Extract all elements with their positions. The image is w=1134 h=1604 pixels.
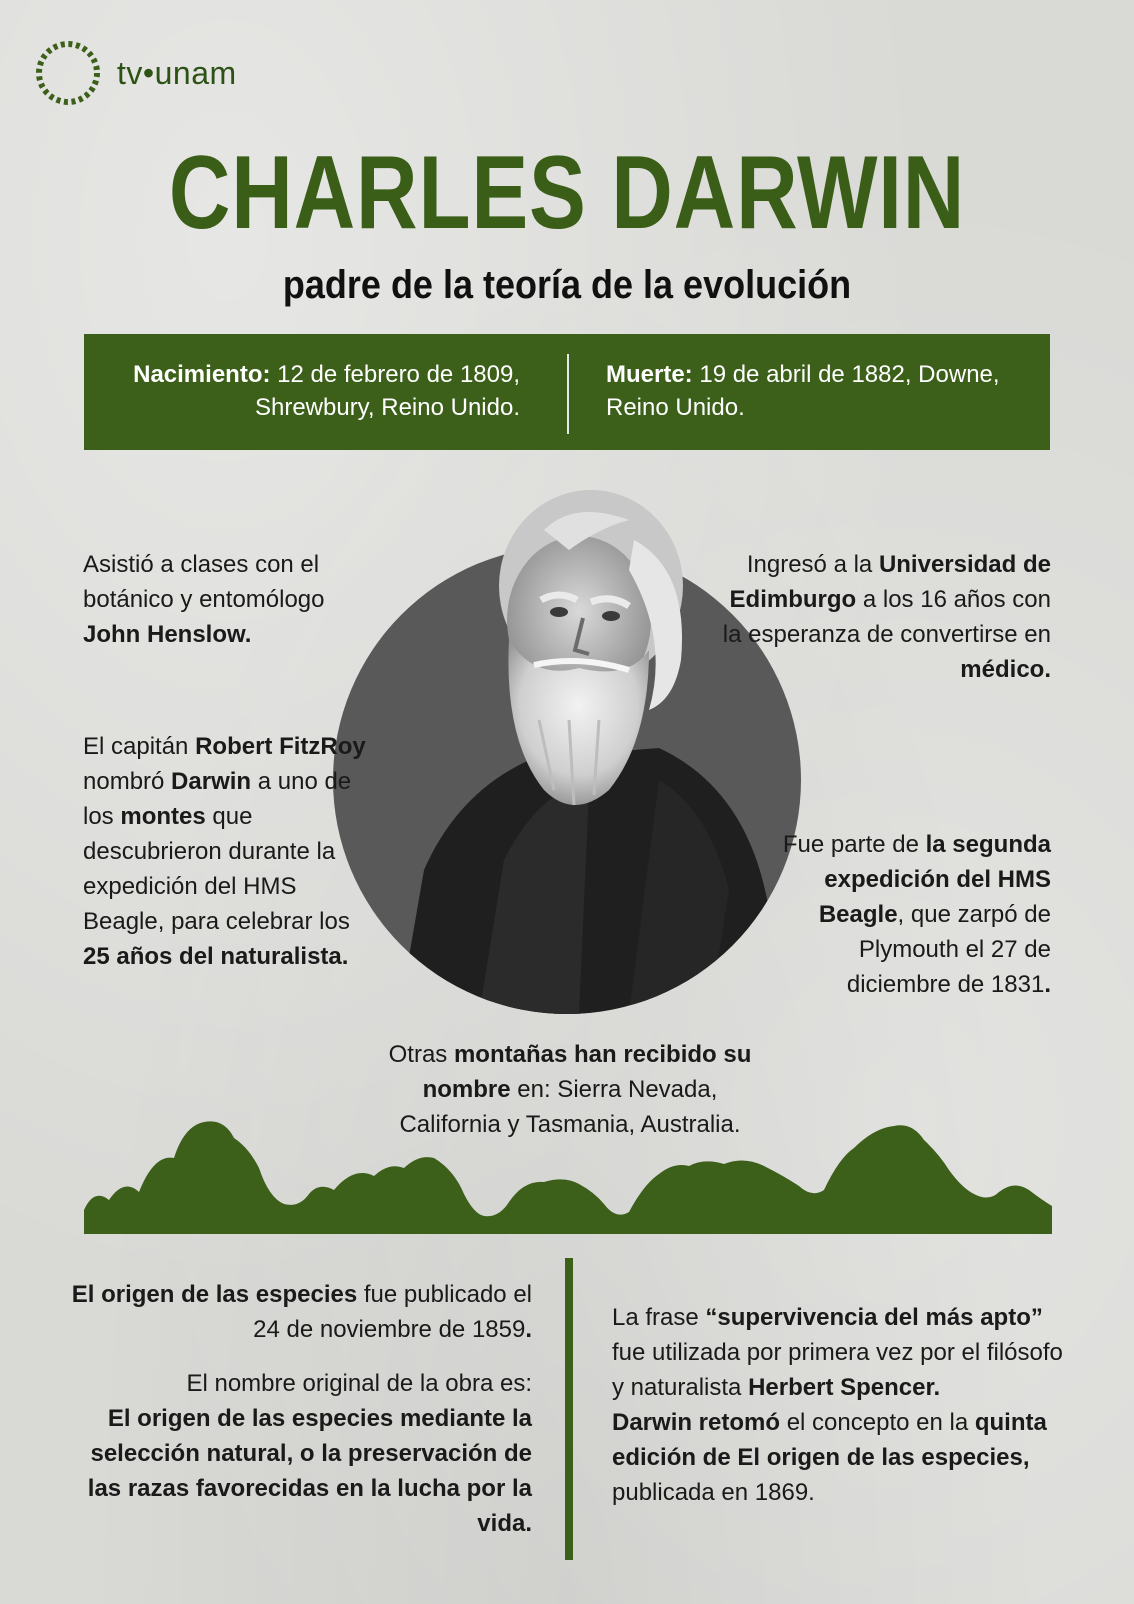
fact-text: Asistió a clases con el botánico y entomólogo bbox=[83, 551, 325, 613]
fact-text: Otras bbox=[388, 1041, 454, 1068]
page-title: CHARLES DARWIN bbox=[168, 135, 966, 251]
fact-highlight: médico. bbox=[960, 656, 1051, 683]
fact-highlight: montes bbox=[120, 803, 206, 830]
fact-highlight: la segunda expedición del HMS Beagle bbox=[818, 831, 1051, 928]
fact-highlight: 25 años del naturalista. bbox=[83, 943, 349, 970]
fact-text: fue publicado el 24 de noviembre de 1859 bbox=[253, 1281, 532, 1343]
fact-highlight: “supervivencia del más apto” bbox=[705, 1304, 1043, 1331]
fact-highlight: . bbox=[525, 1316, 532, 1343]
fact-text: Fue parte de bbox=[782, 831, 926, 858]
fact-highlight: Universidad de Edimburgo bbox=[729, 551, 1051, 613]
birth-info bbox=[100, 358, 520, 424]
fact-highlight: Herbert Spencer. bbox=[748, 1374, 941, 1401]
fact-text: que descubrieron durante la expedición del HMS Beagle, para celebrar los bbox=[83, 803, 350, 935]
fact-beagle bbox=[760, 827, 1051, 1002]
fact-text: El nombre original de la obra es: bbox=[186, 1370, 532, 1397]
fact-text: publicada en 1869. bbox=[612, 1479, 815, 1506]
page-subtitle: padre de la teoría de la evolución bbox=[282, 263, 852, 307]
fact-origin-published bbox=[60, 1277, 532, 1347]
logo-text: tv•unam bbox=[117, 54, 237, 91]
fact-text: a los 16 años con la esperanza de convertirse en bbox=[722, 586, 1051, 648]
fact-highlight: John Henslow. bbox=[83, 621, 252, 648]
birth-place: Shrewbury, Reino Unido. bbox=[254, 394, 520, 421]
fact-highlight: El origen de las especies mediante la selección natural, o la preservación de las razas favorecidas en la lucha por la vida. bbox=[87, 1405, 532, 1537]
fact-highlight: Darwin retomó bbox=[612, 1409, 781, 1436]
fact-text: Ingresó a la bbox=[746, 551, 879, 578]
tvunam-ring-icon bbox=[33, 38, 103, 108]
fact-fitzroy bbox=[83, 729, 383, 974]
fact-original-title bbox=[60, 1366, 532, 1541]
death-place: Reino Unido. bbox=[606, 394, 745, 421]
fact-highlight: Darwin bbox=[171, 768, 252, 795]
fact-highlight: quinta edición de El origen de las especies, bbox=[612, 1409, 1047, 1471]
fact-highlight: . bbox=[1044, 971, 1051, 998]
fact-text: nombró bbox=[83, 768, 172, 795]
fact-text: el concepto en la bbox=[780, 1409, 975, 1436]
death-info bbox=[606, 358, 1026, 424]
fact-text: La frase bbox=[612, 1304, 706, 1331]
fact-text: a uno de los bbox=[83, 768, 352, 830]
fact-survival-fittest bbox=[612, 1300, 1072, 1510]
fact-highlight: montañas han recibido su nombre bbox=[422, 1041, 752, 1103]
fact-text: , que zarpó de Plymouth el 27 de diciembre de 1831 bbox=[846, 901, 1051, 998]
death-date: 19 de abril de 1882, Downe, bbox=[692, 361, 1000, 388]
fact-text: fue utilizada por primera vez por el filósofo y naturalista bbox=[612, 1339, 1063, 1401]
birth-date: 12 de febrero de 1809, bbox=[270, 361, 520, 388]
death-label: Muerte: bbox=[606, 361, 693, 388]
mountain-silhouette bbox=[84, 1118, 1052, 1234]
fact-edimburgo bbox=[720, 547, 1051, 687]
fact-text: El capitán bbox=[83, 733, 196, 760]
logo bbox=[33, 38, 237, 108]
bottom-divider bbox=[565, 1258, 573, 1560]
birth-label: Nacimiento: bbox=[133, 361, 271, 388]
fact-highlight: Robert FitzRoy bbox=[195, 733, 366, 760]
info-divider bbox=[567, 354, 569, 434]
fact-highlight: El origen de las especies bbox=[71, 1281, 358, 1308]
fact-text: en: Sierra Nevada, California y Tasmania, Australia. bbox=[399, 1076, 741, 1138]
fact-henslow bbox=[83, 547, 343, 652]
